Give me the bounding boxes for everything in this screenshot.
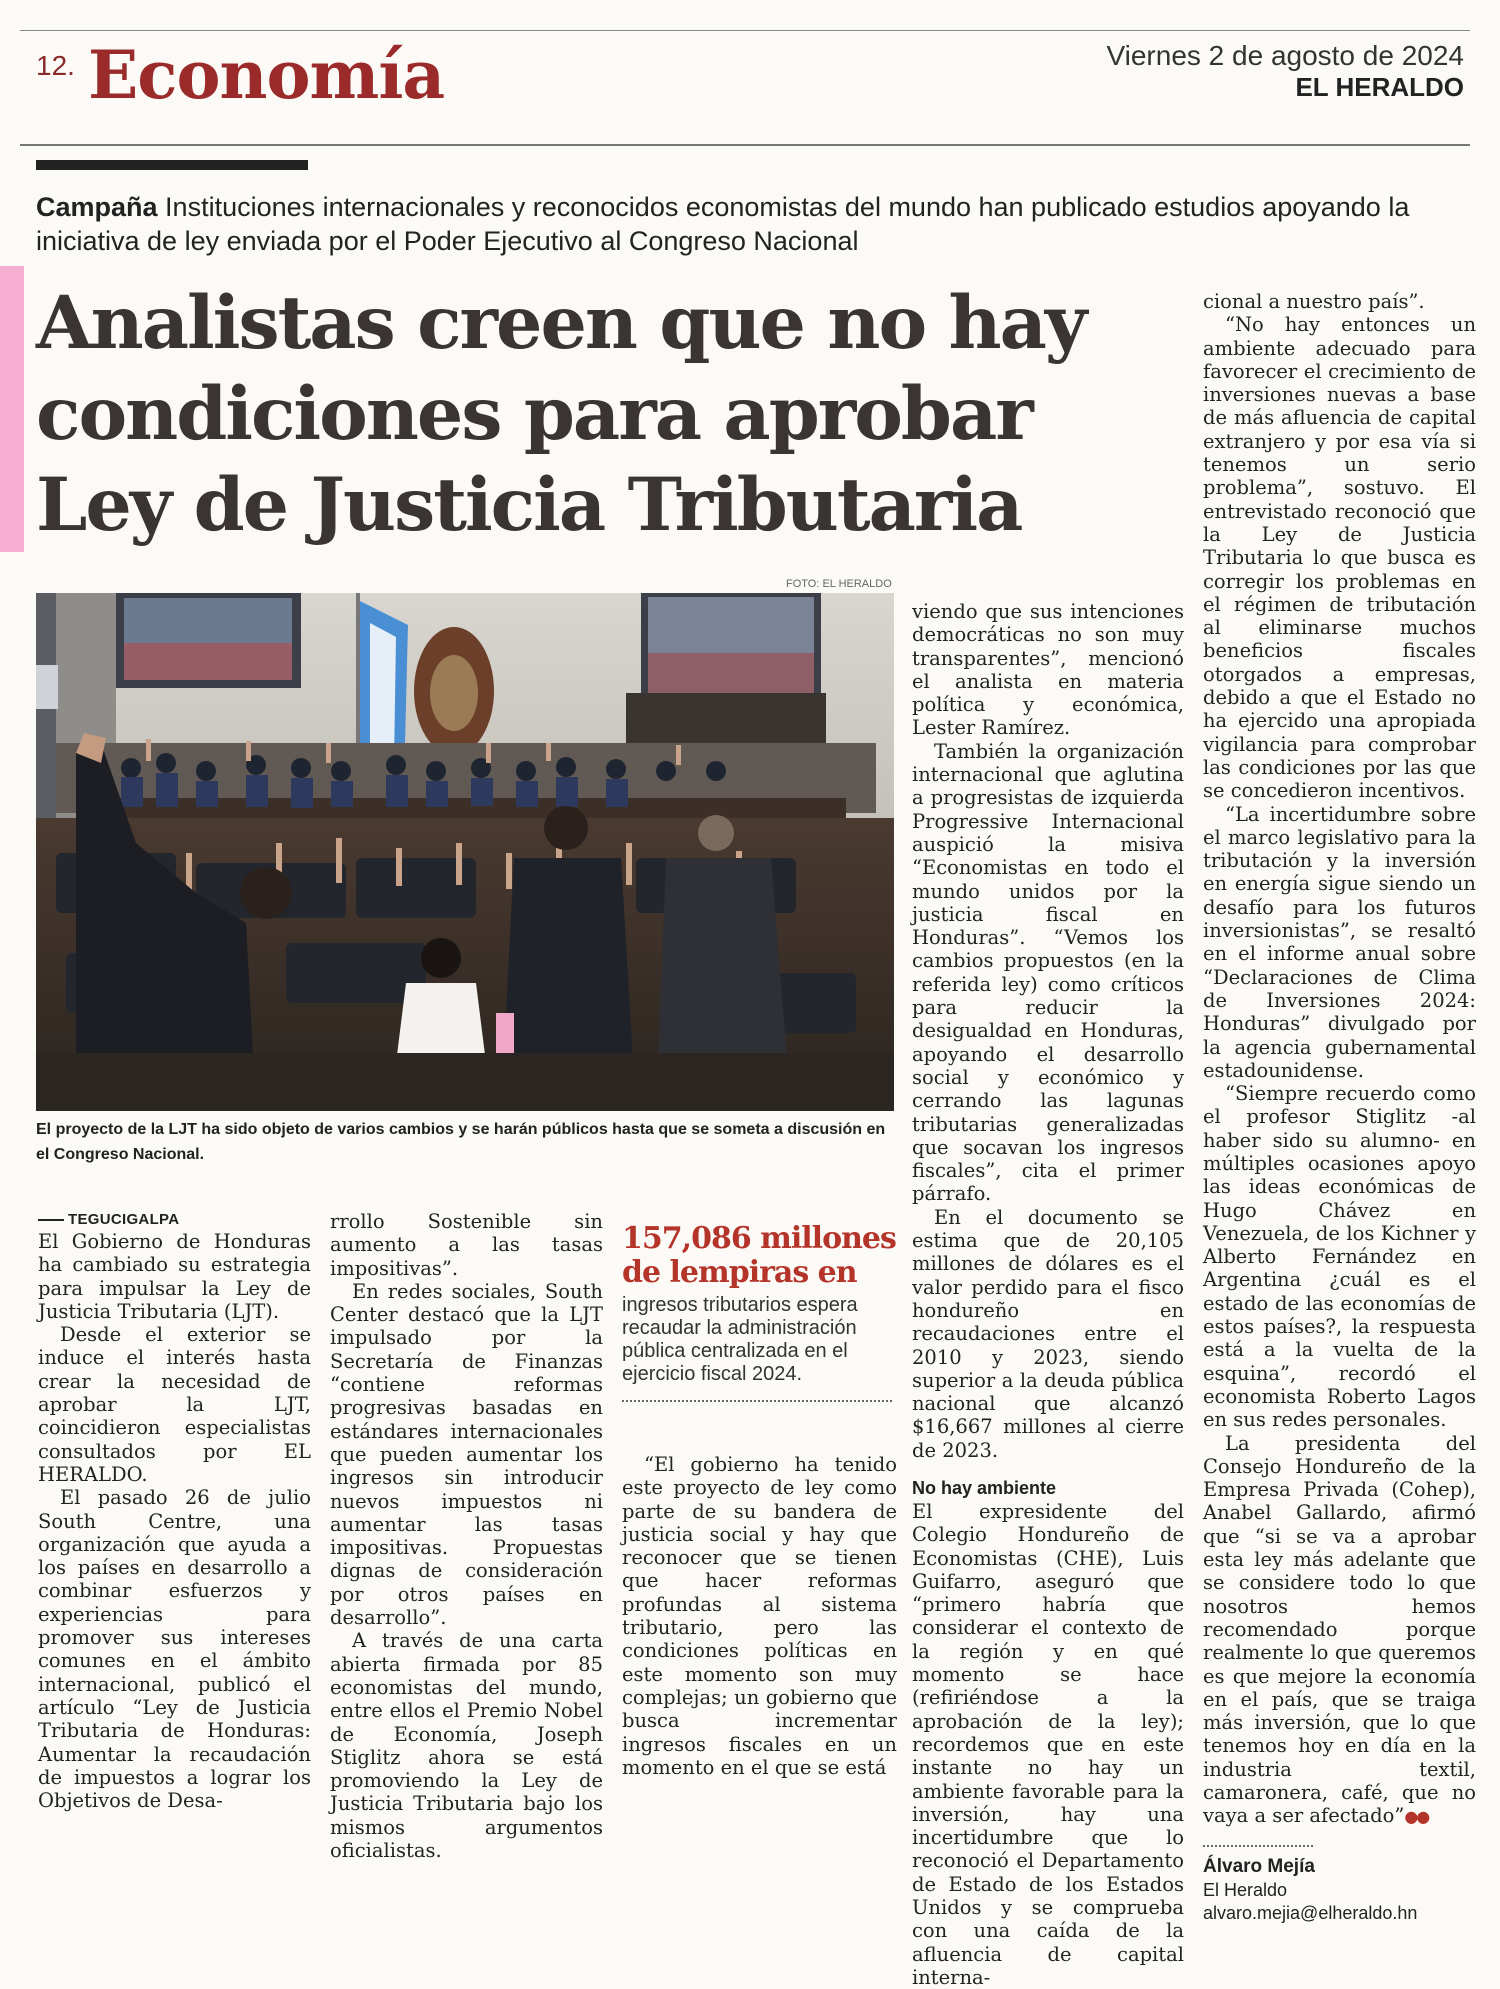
paragraph: cional a nuestro país”.: [1203, 290, 1425, 313]
paragraph: rrollo Sostenible sin aumento a las tasas impositivas”.: [330, 1210, 603, 1280]
dateline: [38, 1210, 311, 1230]
issue-date: Viernes 2 de agosto de 2024: [1106, 40, 1464, 71]
photo-credit: FOTO: EL HERALDO: [786, 578, 892, 590]
header-rule: [20, 144, 1470, 146]
column-5: [1203, 290, 1476, 1925]
page-number: 12.: [36, 50, 75, 81]
photo-caption: El proyecto de la LJT ha sido objeto de varios cambios y se harán públicos hasta que se someta a discusión en el Congreso Nacional.: [36, 1121, 886, 1163]
highlighter-mark: [0, 266, 24, 552]
end-mark: ●●: [1404, 1807, 1429, 1827]
paragraph: Desde el exterior se induce el interés hasta crear la necesidad de aprobar la LJT, coincidieron especialistas consultados por EL HERALDO.: [38, 1323, 311, 1486]
paragraph: El expresidente del Colegio Hondureño de Economistas (CHE), Luis Guifarro, aseguró que “primero habría que considerar el contexto de la región y en qué momento se hace (refiriéndose a la aprobación de la ley); recordemos que en este instante no hay un ambiente favorable para la inversión, hay una incertidumbre que lo reconoció el Departamento de Estado de los Estados Unidos y se comprueba con una caída de la afluencia de capital interna-: [912, 1499, 1184, 1989]
byline-divider: [1203, 1845, 1313, 1847]
byline-email: alvaro.mejia@elheraldo.hn: [1203, 1902, 1418, 1923]
section-title: Economía: [88, 36, 445, 114]
deck-label: Campaña: [36, 192, 158, 222]
headline: Analistas creen que no hay condiciones para aprobar Ley de Justicia Tributaria: [36, 280, 1086, 548]
dateline-dash: [38, 1219, 64, 1221]
kicker-bar: [36, 160, 308, 170]
pull-quote-figure: 157,086 millones de lempiras en: [622, 1221, 896, 1290]
deck-text: Instituciones internacionales y reconocidos economistas del mundo han publicado estudios apoyando la iniciativa de ley enviada por el Poder Ejecutivo al Congreso Nacional: [36, 192, 1410, 256]
byline-outlet: El Heraldo: [1203, 1879, 1288, 1900]
congress-photo-illustration: [36, 593, 894, 1111]
pull-quote-divider: [622, 1400, 892, 1402]
newspaper-name: EL HERALDO: [1295, 72, 1464, 102]
paragraph-text: La presidenta del Consejo Hondureño de la Empresa Privada (Cohep), Anabel Gallardo, afirmó que “si se va a aprobar esta ley más adelante que se considere todo lo que nosotros hemos recomendado porque realmente lo que queremos es que mejore la economía en el país, que se traiga más inversión, que lo que tenemos hoy en día en la industria textil, camaronera, café, que no vaya a ser afectado”: [1203, 1431, 1476, 1828]
column-1: [38, 1210, 311, 1812]
paragraph: “Siempre recuerdo como el profesor Stiglitz -al haber sido su alumno- en múltiples ocasiones apoyo las ideas económicas de Hugo Chávez en Venezuela, de los Kichner y Alberto Fernández en Argentina ¿cuál es el estado de las economías de estos países?, la respuesta está a la vuelta de la esquina”, recordó el economista Roberto Lagos en sus redes personales.: [1203, 1082, 1476, 1432]
column-3: [622, 1453, 897, 1779]
paragraph: A través de una carta abierta firmada por 85 economistas del mundo, entre ellos el Premio Nobel de Economía, Joseph Stiglitz ahora se está promoviendo la Ley de Justicia Tributaria bajo los mismos argumentos oficialistas.: [330, 1629, 603, 1863]
top-rule: [20, 30, 1470, 31]
paragraph: En el documento se estima que de 20,105 millones de dólares es el valor perdido para el fisco hondureño en recaudaciones entre el 2010 y 2023, siendo superior a la deuda pública nacional que alcanzó $16,667 millones al cierre de 2023.: [912, 1205, 1184, 1462]
column-2: [330, 1210, 603, 1862]
paragraph: En redes sociales, South Center destacó que la LJT impulsado por la Secretaría de Finanzas “contiene reformas progresivas basadas en estándares internacionales que pueden aumentar los ingresos sin introducir nuevos impuestos ni aumentar las tasas impositivas. Propuestas dignas de consideración por otros países en desarrollo”.: [330, 1279, 603, 1630]
paragraph: “No hay entonces un ambiente adecuado para favorecer el crecimiento de inversiones nuevas a base de más afluencia de capital extranjero y por esa vía si tenemos un serio problema”, sostuvo. El entrevistado reconoció que la Ley de Justicia Tributaria lo que busca es corregir los problemas en el régimen de tributación al eliminarse muchos beneficios fiscales otorgados a empresas, debido a que el Estado no ha ejercido una apropiada vigilancia para comprobar las condiciones por las que se concedieron incentivos.: [1203, 313, 1476, 803]
pull-quote-text: ingresos tributarios espera recaudar la administración pública centralizada en el ejercicio fiscal 2024.: [622, 1294, 858, 1385]
paragraph: [1203, 1432, 1476, 1829]
byline-author: Álvaro Mejía: [1203, 1855, 1315, 1877]
paragraph: El pasado 26 de julio South Centre, una organización que ayuda a los países en desarrollo a combinar esfuerzos y experiencias para promover sus intereses comunes en el ámbito internacional, publicó el artículo “Ley de Justicia Tributaria de Honduras: Aumentar la recaudación de impuestos a lograr los Objetivos de Desa-: [38, 1486, 311, 1813]
paragraph: El Gobierno de Honduras ha cambiado su estrategia para impulsar la Ley de Justicia Tributaria (LJT).: [38, 1230, 311, 1323]
paragraph: “El gobierno ha tenido este proyecto de ley como parte de su bandera de justicia social y hay que reconocer que se tienen que hacer reformas profundas al sistema tributario, pero las condiciones políticas en este momento son muy complejas; un gobierno que busca incrementar ingresos fiscales en un momento en el que se está: [622, 1453, 897, 1779]
paragraph: “La incertidumbre sobre el marco legislativo para la tributación y la inversión en energía sigue siendo un desafío para los futuros inversionistas”, se resaltó en el informe anual sobre “Declaraciones de Clima de Inversiones 2024: Honduras” divulgado por la agencia gubernamental estadounidense.: [1203, 802, 1476, 1082]
column-4: [912, 600, 1184, 1989]
congress-photo: [36, 593, 894, 1111]
pull-quote: [622, 1222, 897, 1402]
deck: [36, 190, 1476, 258]
paragraph: viendo que sus intenciones democráticas no son muy transparentes”, mencionó el analista en materia política y económica, Lester Ramírez.: [912, 600, 1184, 740]
paragraph: También la organización internacional que aglutina a progresistas de izquierda Progressive Internacional auspició la misiva “Economistas en todo el mundo unidos por la justicia fiscal en Honduras”. “Vemos los cambios propuestos (en la referida ley) como críticos para reducir la desigualdad en Honduras, apoyando el desarrollo social y económico y cerrando las lagunas tributarias generalizadas que socavan los ingresos fiscales”, cita el primer párrafo.: [912, 739, 1184, 1206]
dateline-text: TEGUCIGALPA: [68, 1211, 180, 1228]
subhead: No hay ambiente: [912, 1477, 1057, 1498]
